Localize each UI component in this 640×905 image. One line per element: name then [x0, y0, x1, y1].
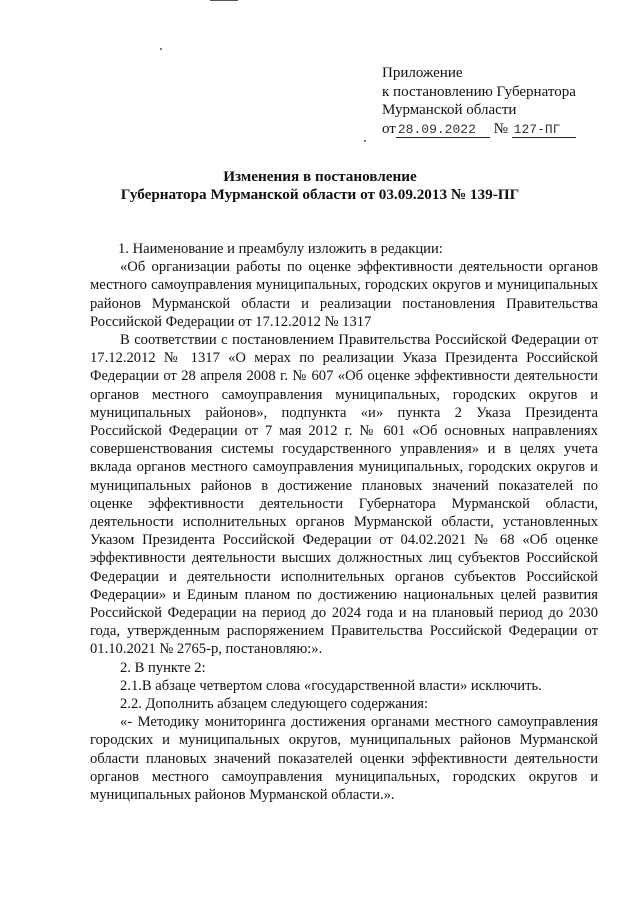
number-prefix: № — [493, 120, 508, 137]
paragraph: 1. Наименование и преамбулу изложить в редакции: — [118, 241, 443, 257]
paragraph: «- Методику мониторинга достижения органами местного самоуправления городских и муниципальных округов, муниципальных районов Мурманской области плановых значений показателей оценки эффективности деятельности органов местного самоуправления муниципальных, городских округов и муниципальных районов Мурманской области.». — [90, 714, 598, 804]
paragraph: 2.1.В абзаце четвертом слова «государственной власти» исключить. — [120, 677, 542, 694]
appendix-line: к постановлению Губернатора — [382, 83, 576, 100]
appendix-line: Мурманской области — [382, 102, 517, 118]
paragraph: «Об организации работы по оценке эффективности деятельности органов местного самоуправления муниципальных, городских округов и муниципальных районов Мурманской области и реализации постановления Правительства Российской Федерации от 17.12.2012 № 1317 — [90, 259, 598, 330]
scan-dot — [364, 140, 366, 142]
appendix-line: Приложение — [382, 65, 463, 81]
title-line: Губернатора Мурманской области от 03.09.2013 № 139-ПГ — [120, 186, 520, 203]
handwritten-number: 127-ПГ — [512, 122, 576, 138]
handwritten-date: 28.09.2022 — [396, 122, 490, 138]
appendix-block — [382, 64, 576, 138]
title-line: Изменения в постановление — [223, 168, 417, 185]
scan-mark — [210, 0, 238, 1]
paragraph: 2. В пункте 2: — [120, 659, 206, 676]
paragraph: 2.2. Дополнить абзацем следующего содержания: — [120, 696, 429, 713]
date-prefix: от — [382, 120, 396, 137]
document-body — [90, 240, 598, 804]
document-title — [0, 168, 640, 204]
scan-dot — [160, 48, 162, 50]
paragraph: В соответствии с постановлением Правительства Российской Федерации от 17.12.2012 № 1317 «О мерах по реализации Указа Президента Российской Федерации от 28 апреля 2008 г. № 607 «Об оценке эффективности деятельности органов местного самоуправления муниципальных, городских округов и муниципальных районов», подпункта «и» пункта 2 Указа Президента Российской Федерации от 7 мая 2012 г. № 601 «Об основных направлениях совершенствования системы государственного управления» и в целях учета вклада органов местного самоуправления муниципальных, городских округов и муниципальных районов в достижение плановых значений показателей по оценке эффективности деятельности Губернатора Мурманской области, деятельности исполнительных органов Мурманской области, установленных Указом Президента Российской Федерации от 04.02.2021 № 68 «Об оценке эффективности деятельности высших должностных лиц субъектов Российской Федерации и деятельности исполнительных органов субъектов Российской Федерации» и Единым планом по достижению национальных целей развития Российской Федерации на период до 2024 года и на плановый период до 2030 года, утвержденным распоряжением Правительства Российской Федерации от 01.10.2021 № 2765-р, постановляю:». — [90, 332, 598, 658]
appendix-date-line — [382, 120, 576, 139]
